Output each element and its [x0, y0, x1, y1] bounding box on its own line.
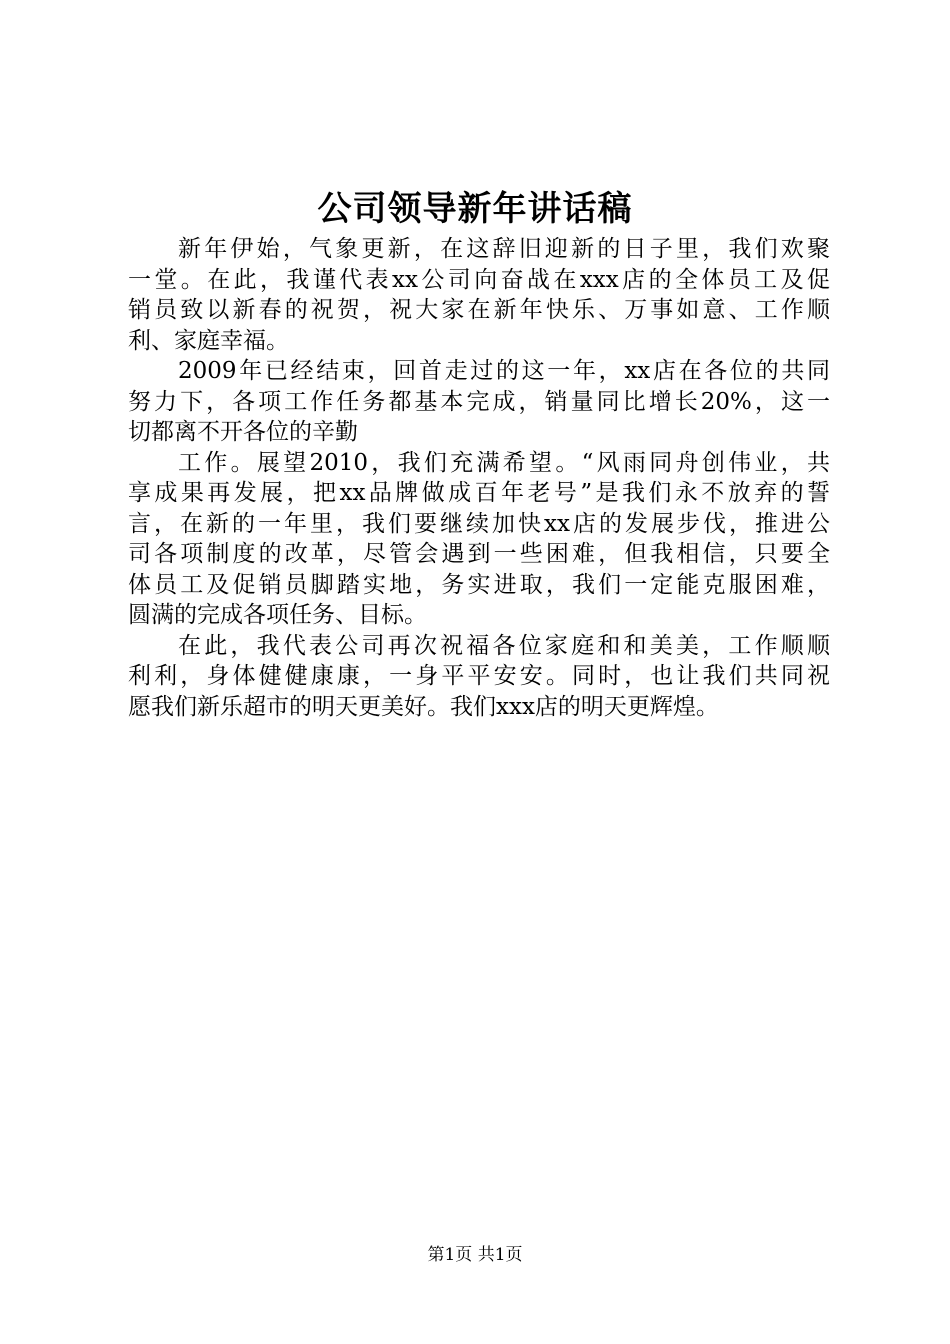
- paragraph-3-line-2: 享成果再发展，把xx品牌做成百年老号”是我们永不放弃的誓: [128, 480, 830, 506]
- paragraph-2-line-1: 2009年已经结束，回首走过的这一年，xx店在各位的共同: [178, 358, 830, 384]
- paragraph-4-line-3: 愿我们新乐超市的明天更美好。我们xxx店的明天更辉煌。: [128, 693, 719, 720]
- paragraph-2-line-3: 切都离不开各位的辛勤: [128, 419, 358, 445]
- paragraph-1-line-4: 利、家庭幸福。: [128, 327, 289, 354]
- paragraph-3-line-4: 司各项制度的改革，尽管会遇到一些困难，但我相信，只要全: [128, 541, 830, 567]
- paragraph-1-line-3: 销员致以新春的祝贺，祝大家在新年快乐、万事如意、工作顺: [128, 297, 830, 323]
- paragraph-3-line-3: 言，在新的一年里，我们要继续加快xx店的发展步伐，推进公: [128, 510, 830, 537]
- document-body: [128, 234, 830, 722]
- paragraph-2-line-2: 努力下，各项工作任务都基本完成，销量同比增长20%，这一: [128, 388, 830, 415]
- paragraph-3-line-5: 体员工及促销员脚踏实地，务实进取，我们一定能克服困难，: [128, 571, 830, 598]
- document-title: 公司领导新年讲话稿: [317, 189, 633, 229]
- page-footer: 第1页 共1页: [427, 1245, 523, 1265]
- paragraph-4-line-2: 利利，身体健健康康，一身平平安安。同时，也让我们共同祝: [128, 663, 830, 689]
- paragraph-4-line-1: 在此，我代表公司再次祝福各位家庭和和美美，工作顺顺: [178, 632, 830, 659]
- paragraph-3-line-6: 圆满的完成各项任务、目标。: [128, 602, 427, 628]
- paragraph-1-line-1: 新年伊始，气象更新，在这辞旧迎新的日子里，我们欢聚: [178, 236, 830, 262]
- paragraph-3-line-1: 工作。展望2010，我们充满希望。“风雨同舟创伟业，共: [178, 449, 830, 476]
- paragraph-1-line-2: 一堂。在此，我谨代表xx公司向奋战在xxx店的全体员工及促: [128, 266, 830, 293]
